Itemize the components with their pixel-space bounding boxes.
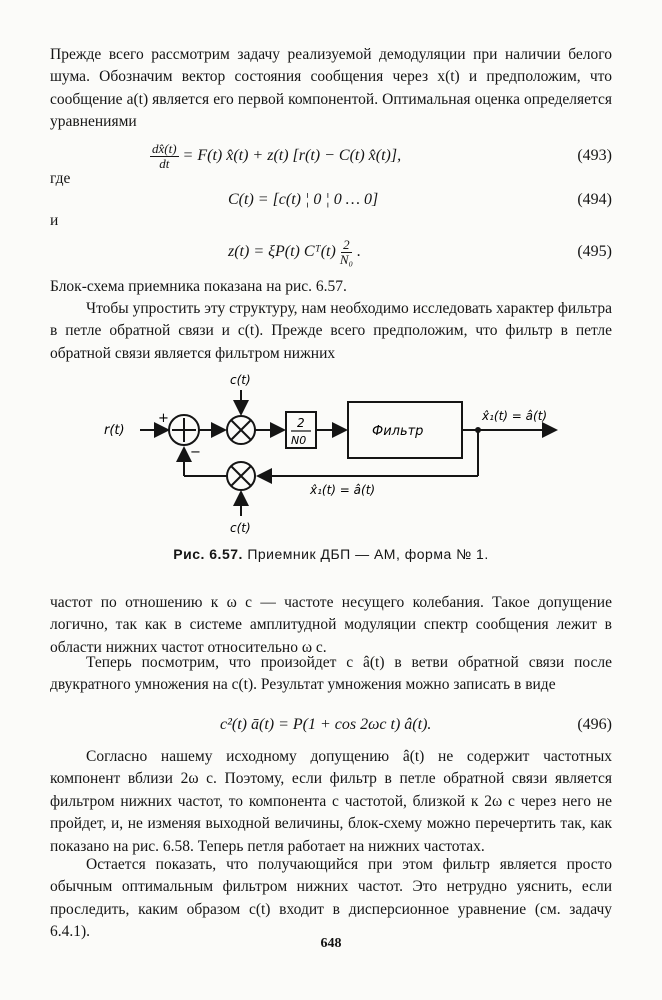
output-label: x̂₁(t) = â(t)	[482, 409, 548, 423]
feedback-label: x̂₁(t) = â(t)	[310, 483, 376, 497]
equation-number-496: (496)	[577, 716, 612, 733]
equation-number-494: (494)	[577, 191, 612, 208]
gain-numerator: 2	[297, 416, 305, 430]
minus-sign: −	[190, 445, 201, 460]
filter-label: Фильтр	[372, 424, 424, 439]
paragraph-assumption: Согласно нашему исходному допущению â(t) не содержит частотных компонент вблизи 2ω c. Поэтому, если фильтр в петле обратной связи является фильтром нижних частот, то компонента с частотой, близкой к 2ω c через него не пройдет, и, не изменяя выходной величины, блок-схему можно перечертить так, как показано на рис. 6.58. Теперь петля работает на нижних частотах.	[50, 748, 612, 855]
equation-493-fraction: $\frac{dx̂(t)}{dt}$	[152, 140, 177, 171]
gain-denominator: N0	[291, 434, 307, 447]
figure-caption	[0, 546, 662, 562]
plus-sign: +	[158, 411, 169, 426]
block-diagram-figure	[100, 368, 570, 540]
paragraph-simplify: Чтобы упростить эту структуру, нам необходимо исследовать характер фильтра в петле обратной связи и c(t). Прежде всего предположим, что фильтр в петле обратной связи является фильтром нижних	[50, 300, 612, 362]
word-where: где	[50, 170, 71, 187]
paragraph-feedback: Теперь посмотрим, что произойдет с â(t) в ветви обратной связи после двукратного умножения на c(t). Результат умножения можно записать в виде	[50, 654, 612, 694]
paragraph-low-frequency: частот по отношению к ω c — частоте несущего колебания. Такое допущение логично, так как в системе амплитудной модуляции спектр сообщения лежит в области нижних частот относительно ω c.	[50, 594, 612, 656]
equation-495-fraction: $\frac{2}{\text{N₀}}$	[339, 236, 354, 267]
top-multiplier-label: c(t)	[230, 373, 251, 387]
equation-496: c²(t) ā(t) = P(1 + cos 2ωc t) â(t). (496)	[220, 716, 612, 733]
word-and: и	[50, 212, 59, 229]
equation-495: z(t) = ξP(t) Cᵀ(t) $\frac{2}{\text{N₀}}$ . (495)	[228, 236, 612, 267]
page-number: 648	[320, 936, 342, 951]
caption-prefix: Рис. 6.57.	[173, 546, 243, 562]
paragraph-block-diagram: Блок-схема приемника показана на рис. 6.57.	[50, 278, 347, 295]
paragraph-intro: Прежде всего рассмотрим задачу реализуемой демодуляции при наличии белого шума. Обозначим вектор состояния сообщения через x(t) и предположим, что сообщение a(t) является его первой компонентой. Оптимальная оценка определяется уравнениями	[50, 46, 612, 131]
equation-number-493: (493)	[577, 147, 612, 164]
input-label: r(t)	[104, 423, 125, 438]
equation-493: $\frac{dx̂(t)}{dt}$ = F(t) x̂(t) + z(t) [r(t) − C(t) x̂(t)], (493)	[152, 140, 612, 171]
equation-number-495: (495)	[577, 243, 612, 260]
equation-494: C(t) = [c(t) ¦ 0 ¦ 0 … 0] (494)	[228, 191, 612, 208]
bottom-multiplier-label: c(t)	[230, 521, 251, 535]
caption-text: Приемник ДБП — АМ, форма № 1.	[247, 546, 489, 562]
paragraph-remains: Остается показать, что получающийся при этом фильтр является просто обычным оптимальным фильтром нижних частот. Это нетрудно уяснить, если проследить, каким образом c(t) входит в дисперсионное уравнение (см. задачу 6.4.1).	[50, 856, 612, 941]
